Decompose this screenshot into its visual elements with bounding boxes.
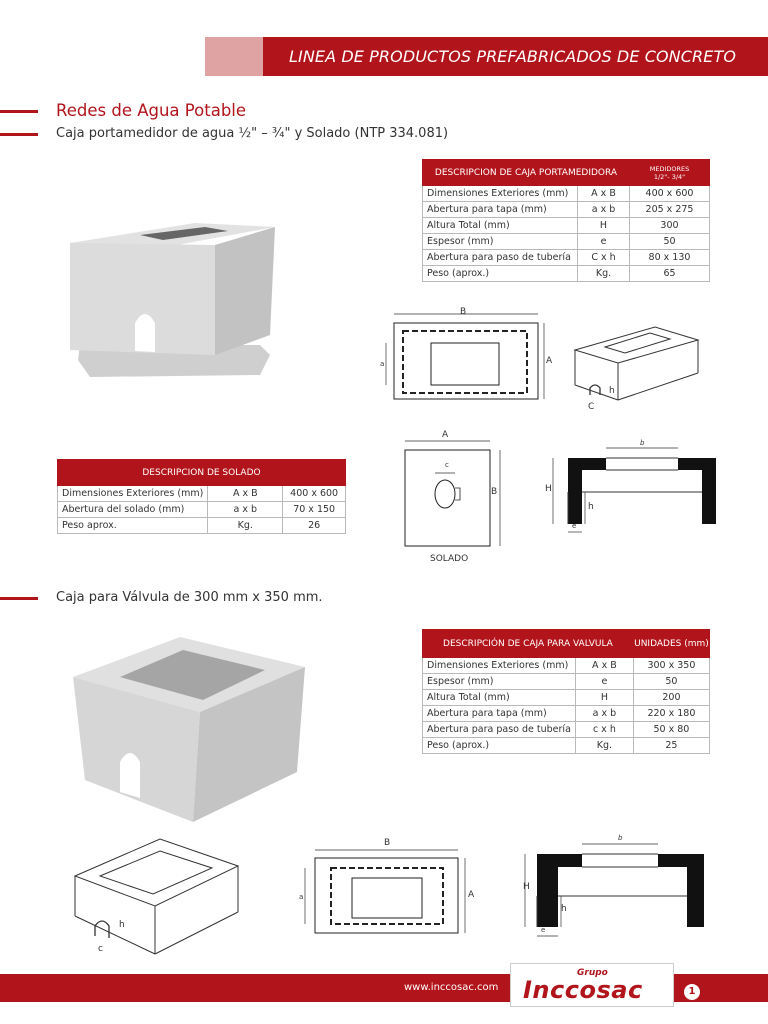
meter-box-section-drawing	[540, 440, 730, 538]
valve-section-e: e	[541, 926, 546, 934]
valve-box-photo	[65, 632, 310, 827]
table-row: Dimensiones Exteriores (mm) A x B 400 x 600	[58, 486, 346, 502]
valve-table-header-units: UNIDADES (mm)	[633, 630, 709, 658]
table-row: Espesor (mm) e 50	[423, 674, 710, 690]
meter-box-photo	[60, 205, 280, 395]
table-row: Espesor (mm) e 50	[423, 234, 710, 250]
section-dim-e: e	[572, 522, 577, 530]
solado-dim-B: B	[491, 487, 498, 497]
logo-name-text: Inccosac	[523, 976, 643, 1004]
table-row: Altura Total (mm) H 300	[423, 218, 710, 234]
valve-section-h: h	[561, 904, 567, 914]
table-row: Altura Total (mm) H 200	[423, 690, 710, 706]
meter-box-isometric-drawing	[570, 305, 705, 415]
page-header: LINEA DE PRODUCTOS PREFABRICADOS DE CONCRETO	[263, 37, 768, 76]
table-row: Dimensiones Exteriores (mm) A x B 400 x 600	[423, 186, 710, 202]
page-number: 1	[684, 984, 700, 1000]
section-dim-H: H	[545, 484, 552, 494]
table-row: Dimensiones Exteriores (mm) A x B 300 x 350	[423, 658, 710, 674]
section-title: Redes de Agua Potable	[56, 101, 247, 120]
valve-section-b: b	[618, 834, 623, 842]
meter-box-spec-table	[422, 159, 710, 282]
footer-website-link[interactable]: www.inccosac.com	[404, 982, 499, 993]
dim-label-C: C	[588, 402, 595, 412]
table-row: Abertura del solado (mm) a x b 70 x 150	[58, 502, 346, 518]
subsection-bar-2	[0, 597, 38, 600]
dim-label-a: a	[380, 360, 385, 368]
solado-dim-c: c	[445, 461, 449, 469]
dim-label-B: B	[460, 307, 467, 317]
subsection-bar	[0, 133, 38, 136]
product2-subtitle: Caja para Válvula de 300 mm x 350 mm.	[56, 590, 323, 605]
valve-plan-a: a	[299, 893, 304, 901]
table-row: Abertura para tapa (mm) a x b 220 x 180	[423, 706, 710, 722]
dim-label-A: A	[546, 356, 553, 366]
valve-box-plan-drawing	[295, 838, 480, 938]
spec-table-header-value: MEDIDORES 1/2"- 3/4"	[630, 160, 710, 186]
section-dim-h: h	[588, 502, 594, 512]
section-dim-b: b	[640, 439, 645, 447]
solado-spec-table	[57, 459, 346, 534]
table-row: Peso (aprox.) Kg. 25	[423, 738, 710, 754]
meter-box-plan-drawing	[378, 305, 558, 405]
section-bar	[0, 110, 38, 113]
valve-table-header: DESCRIPCIÓN DE CAJA PARA VALVULA	[423, 630, 634, 658]
product1-subtitle: Caja portamedidor de agua ½" – ¾" y Solado (NTP 334.081)	[56, 126, 449, 141]
valve-plan-B: B	[384, 838, 391, 848]
solado-table-header: DESCRIPCION DE SOLADO	[58, 460, 346, 486]
table-row: Abertura para tapa (mm) a x b 205 x 275	[423, 202, 710, 218]
valve-section-H: H	[523, 882, 530, 892]
valve-dim-c: c	[98, 944, 103, 954]
valve-box-isometric-drawing	[70, 834, 245, 959]
solado-dim-A: A	[442, 430, 449, 440]
dim-label-h: h	[609, 386, 615, 396]
valve-box-spec-table	[422, 629, 710, 754]
table-row: Peso (aprox.) Kg. 65	[423, 266, 710, 282]
solado-label: SOLADO	[430, 554, 469, 564]
table-row: Abertura para paso de tubería C x h 80 x 130	[423, 250, 710, 266]
table-row: Peso aprox. Kg. 26	[58, 518, 346, 534]
table-row: Abertura para paso de tubería c x h 50 x 80	[423, 722, 710, 738]
logo-grupo-text: Grupo	[577, 968, 608, 978]
valve-plan-A: A	[468, 890, 475, 900]
valve-dim-h: h	[119, 920, 125, 930]
spec-table-header: DESCRIPCION DE CAJA PORTAMEDIDORA	[423, 160, 630, 186]
header-accent	[205, 37, 263, 76]
